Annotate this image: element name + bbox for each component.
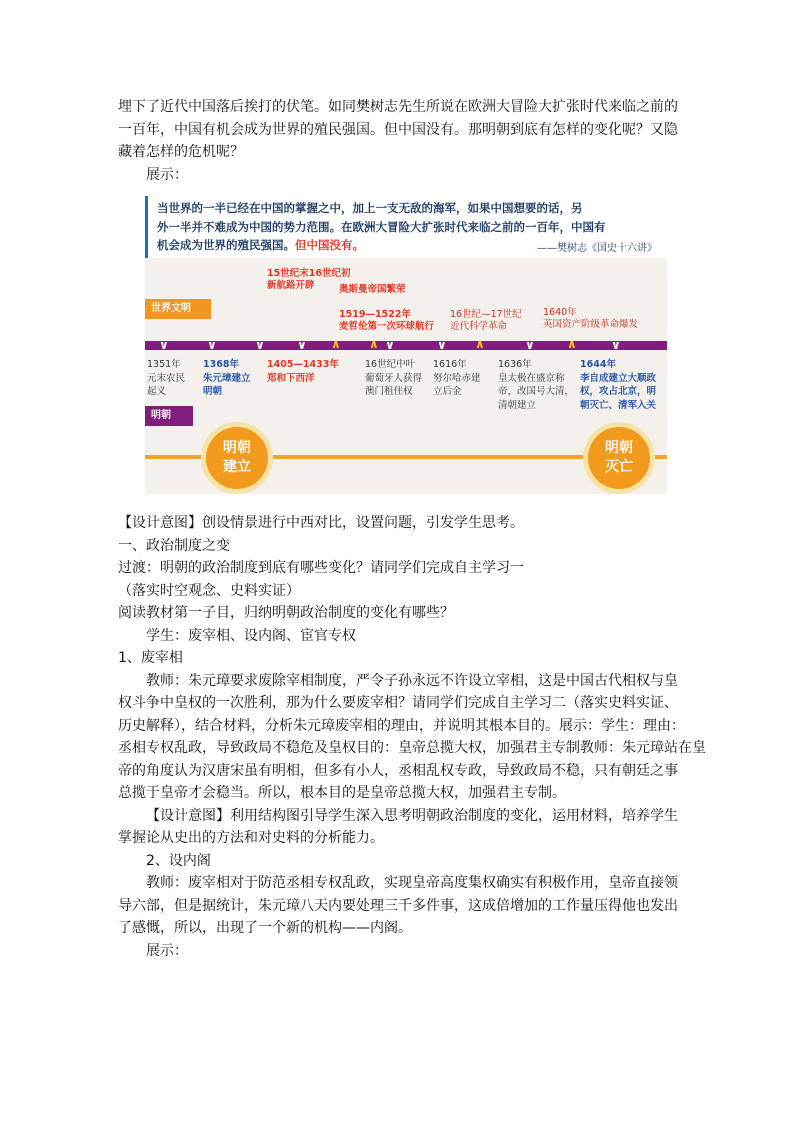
ming-event-line: 清朝建立 [498, 399, 537, 411]
world-event-title: 英国资产阶级革命爆发 [543, 319, 639, 330]
chevron-down-icon: ∨ [255, 338, 265, 352]
tab-world-civilization: 世界文明 [145, 299, 211, 319]
ming-event-line: 皇太极在盛京称 [498, 372, 565, 384]
paragraph-line: 一百年，中国有机会成为世界的殖民强国。但中国没有。那明朝到底有怎样的变化呢？又隐 [118, 121, 678, 138]
ming-event [580, 358, 656, 412]
ming-event [147, 358, 185, 399]
badge-text: 明朝灭亡 [605, 440, 633, 475]
show-label: 展示： [146, 942, 188, 959]
chevron-down-icon: ∨ [385, 338, 395, 352]
ming-event [203, 358, 251, 399]
chevron-up-icon: ∧ [331, 337, 341, 351]
ming-event-date: 1405—1433年 [267, 359, 339, 370]
chevron-up-icon: ∧ [369, 337, 379, 351]
quote-line: 外一半并不难成为中国的势力范围。在欧洲大冒险大扩张时代来临之前的一百年，中国有 [157, 219, 606, 234]
ming-event-date: 1616年 [433, 359, 467, 370]
chevron-down-icon: ∨ [525, 338, 535, 352]
quote-box [145, 196, 667, 258]
subsection-heading: 2、设内阁 [146, 852, 211, 869]
ming-event-line: 努尔哈赤建 [433, 372, 481, 384]
quote-source: ——樊树志《国史十六讲》 [537, 243, 657, 254]
paragraph-line: 帝的角度认为汉唐宋虽有明相，但多有小人，丞相乱权专政，导致政局不稳，只有朝廷之事 [118, 762, 678, 779]
ming-event [433, 358, 481, 399]
ming-founding-badge [201, 422, 273, 494]
paragraph-line: 总揽于皇帝才会稳当。所以，根本目的是皇帝总揽大权，加强君主专制。 [118, 785, 566, 801]
quote-highlight: 但中国没有。 [295, 238, 364, 252]
paragraph-line: 教师：废宰相对于防范丞相专权乱政，实现皇帝高度集权确实有积极作用，皇帝直接领 [146, 875, 678, 891]
paragraph-line: 丞相专权乱政，导致政局不稳危及皇权目的：皇帝总揽大权，加强君主专制教师：朱元璋站在皇 [118, 740, 706, 756]
ming-event-line: 朱元璋建立 [203, 372, 251, 384]
world-event-title: 近代科学革命 [450, 321, 508, 332]
tab-ming-dynasty: 明朝 [145, 406, 193, 426]
ming-event-line: 朝灭亡、清军入关 [580, 399, 657, 411]
world-event-date: 15世纪末16世纪初 [267, 268, 351, 279]
world-event [543, 307, 638, 331]
ming-event-date: 1644年 [580, 359, 616, 370]
paragraph-line: 掌握论从史出的方法和对史料的分析能力。 [118, 830, 384, 846]
body-text [118, 512, 706, 962]
quote-segment: 机会成为世界的殖民强国。 [157, 238, 295, 252]
paragraph-line: 【设计意图】利用结构图引导学生深入思考明朝政治制度的变化，运用材料，培养学生 [146, 807, 678, 824]
paragraph-line: 埋下了近代中国落后挨打的伏笔。如同樊树志先生所说在欧洲大冒险大扩张时代来临之前的 [118, 99, 678, 115]
world-event [339, 284, 406, 296]
ming-event-line: 帝，改国号大清， [498, 386, 575, 397]
world-event-title: 奥斯曼帝国繁荣 [339, 284, 406, 295]
timeline-axis [145, 341, 667, 350]
paragraph-line: 【设计意图】创设情景进行中西对比，设置问题，引发学生思考。 [118, 515, 524, 531]
chevron-down-icon: ∨ [437, 338, 447, 352]
subsection-heading: 1、废宰相 [118, 650, 183, 666]
ming-event-date: 1636年 [498, 359, 532, 370]
ming-fall-badge [583, 422, 655, 494]
ming-event-date: 1351年 [147, 359, 181, 370]
ming-event-line: 郑和下西洋 [267, 372, 315, 384]
ming-event-line: 澳门租住权 [365, 386, 413, 397]
ming-event-line: 元末农民 [147, 372, 186, 384]
world-event-date: 1640年 [543, 307, 577, 318]
paragraph-line: 阅读教材第一子目，归纳明朝政治制度的变化有哪些？ [118, 605, 454, 621]
ming-event-line: 葡萄牙人获得 [365, 372, 423, 384]
world-event-title: 新航路开辟 [267, 280, 315, 291]
paragraph-line: （落实时空观念、史料实证） [118, 582, 300, 599]
ming-event [498, 358, 574, 412]
ming-event-line: 起义 [147, 386, 167, 397]
chevron-up-icon: ∧ [567, 337, 577, 351]
timeline-figure [145, 196, 667, 494]
ming-event-date: 16世纪中叶 [365, 359, 416, 370]
world-event [450, 309, 522, 333]
chevron-up-icon: ∧ [475, 337, 485, 351]
chevron-down-icon: ∨ [297, 338, 307, 352]
ming-event-line: 明朝 [203, 386, 223, 397]
section-heading: 一、政治制度之变 [118, 537, 230, 554]
intro-text [118, 96, 678, 186]
quote-line: 当世界的一半已经在中国的掌握之中，加上一支无敌的海军，如果中国想要的话，另 [157, 201, 583, 215]
show-label: 展示： [146, 166, 188, 183]
world-event [267, 268, 350, 292]
world-event-date: 1519—1522年 [339, 309, 411, 320]
paragraph-line: 权斗争中皇权的一次胜利，那为什么要废宰相？请同学们完成自主学习二（落实史料实证、 [118, 695, 678, 711]
world-event-date: 16世纪—17世纪 [450, 309, 522, 320]
ming-event-line: 李自成建立大顺政 [580, 372, 657, 384]
ming-event-line: 权，攻占北京，明 [580, 386, 657, 397]
world-event-title: 麦哲伦第一次环球航行 [339, 321, 435, 332]
paragraph-line: 历史解释），结合材料，分析朱元璋废宰相的理由，并说明其根本目的。展示：学生：理由： [118, 717, 685, 734]
ming-event-date: 1368年 [203, 359, 239, 370]
ming-event [365, 358, 422, 399]
chevron-down-icon: ∨ [611, 338, 621, 352]
paragraph-line: 藏着怎样的危机呢？ [118, 144, 244, 160]
ming-event [267, 358, 339, 385]
paragraph-line: 导六部，但是据统计，朱元璋八天内要处理三千多件事，这成倍增加的工作量压得他也发出 [118, 897, 678, 914]
paragraph-line: 学生：废宰相、设内阁、宦官专权 [146, 627, 356, 644]
paragraph-line: 了感慨，所以，出现了一个新的机构——内阁。 [118, 920, 412, 936]
world-event [339, 309, 434, 333]
ming-event-line: 立后金 [433, 386, 462, 397]
chevron-down-icon: ∨ [207, 338, 217, 352]
badge-text: 明朝建立 [223, 440, 251, 475]
paragraph-line: 教师：朱元璋要求废除宰相制度，严令子孙永远不许设立宰相，这是中国古代相权与皇 [146, 672, 678, 689]
chevron-down-icon: ∨ [159, 338, 169, 352]
quote-accent-bar [145, 196, 148, 258]
paragraph-line: 过渡：明朝的政治制度到底有哪些变化？请同学们完成自主学习一 [118, 560, 524, 576]
